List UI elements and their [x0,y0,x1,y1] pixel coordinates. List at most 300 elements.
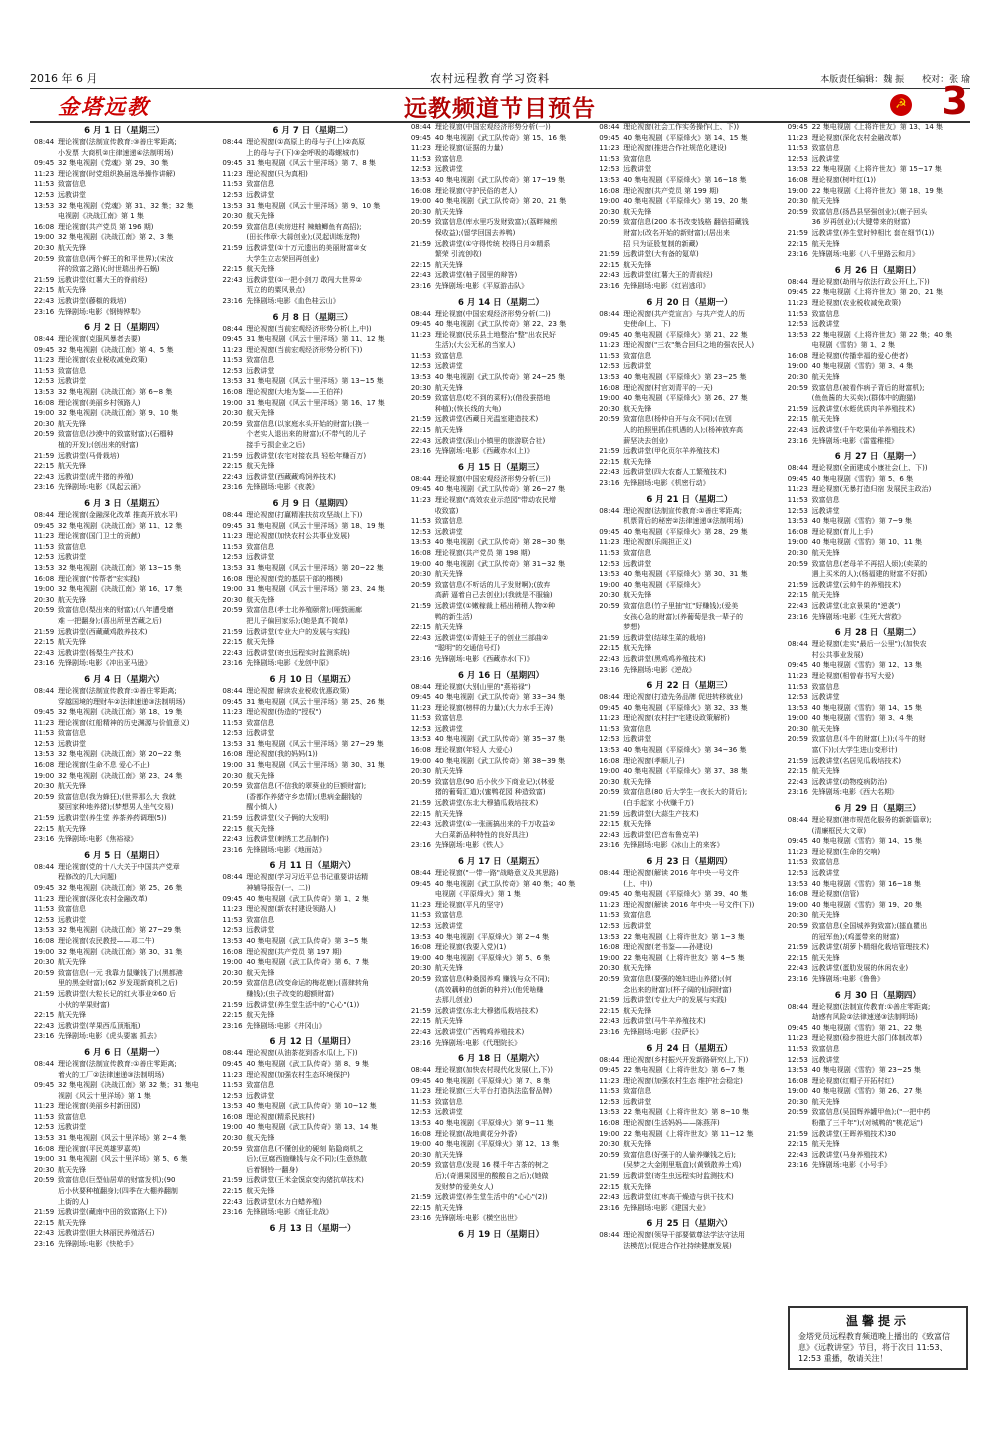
program-title: 远教讲堂(胡萝卜精细化栽培管理技术) [811,943,930,952]
program-time: 11:53 [222,1081,243,1090]
program-row [411,425,591,436]
program-row [411,840,591,851]
program-row [599,260,779,271]
program-row [34,728,214,739]
program-time: 12:53 [410,724,431,733]
program-title: 40 集电视剧《雪豹》第 16~18 集 [811,879,921,888]
program-time: 08:44 [787,277,808,286]
program-row [222,1080,402,1091]
program-title: 遇上买米的人);(杨福建的财富不好抓) [811,570,928,579]
program-title: 理论视窗(解读 2016 年中央一号文件 [623,869,740,877]
program-row [788,650,968,661]
program-time: 12:53 [34,377,55,386]
program-row [34,883,214,894]
program-time: 23:16 [787,1161,808,1170]
program-time: 16:08 [599,186,620,195]
program-row [599,942,779,953]
program-time [34,264,58,275]
program-time: 16:08 [34,936,55,945]
program-row [411,484,591,495]
day-block [411,669,591,852]
program-title: 致富信息(梨出来的财富);(八年遭受磨 [58,606,174,615]
day-block [411,855,591,1048]
day-block [788,264,968,447]
program-row [222,1144,402,1155]
program-row [788,1055,968,1066]
day-block [34,673,214,845]
program-time: 21:59 [787,943,808,952]
day-block [411,296,591,457]
program-time: 21:59 [787,404,808,413]
day-block [411,461,591,665]
program-time: 11:53 [599,911,620,920]
program-time: 16:08 [599,1119,620,1128]
program-row [411,319,591,330]
program-title: 致富信息 [58,905,86,914]
program-time: 11:53 [787,496,808,504]
program-title: 理论视窗(打造先务品牌 促进转移就业) [623,693,743,702]
program-title: 40 集电视剧《平原烽火》第 32、33 集 [623,703,748,712]
program-row [411,830,591,841]
program-title: 致富信息(吃不到的菜籽);(借役蚕搭地 [434,394,551,403]
day-block [222,673,402,856]
program-row [411,879,591,890]
program-time: 21:59 [222,814,243,823]
day-block [599,679,779,851]
program-time: 19:00 [787,714,808,723]
program-row [599,228,779,239]
program-time: 23:16 [34,1032,55,1041]
party-emblem-icon: ☭ [890,94,912,116]
program-title: 理论视窗 解读农业税收优惠政策) [246,686,350,695]
program-row [788,340,968,351]
program-title: 航天先锋 [246,638,275,647]
program-title: 先锋剧场:电影《西藏赤水(上)》 [434,447,534,456]
program-time [34,440,58,451]
program-time: 22:15 [34,286,55,295]
program-time [34,211,58,222]
program-title: 理论视窗(法制宣传教育:①善庄零距离; [811,1002,931,1011]
program-row [599,633,779,644]
program-row [34,376,214,387]
program-title: 远教讲堂(巴音布鲁克羊) [623,830,699,839]
program-row [599,703,779,714]
program-row [34,264,214,275]
program-row [599,1129,779,1140]
program-time: 22:15 [34,1218,55,1227]
program-row [599,879,779,890]
program-row [222,482,402,493]
program-row [222,521,402,532]
program-time: 20:59 [34,430,55,439]
program-row [599,467,779,478]
program-time: 16:08 [34,398,55,407]
program-row [411,414,591,425]
program-title: 理论视窗(共产党员 第 198 期) [434,548,531,557]
program-title: 远教讲堂(王米金馍京变沟猪抗草技术) [246,1176,364,1185]
program-time: 21:59 [410,1193,431,1202]
program-time: 11:23 [222,169,243,178]
program-row [411,351,591,362]
program-time: 23:16 [410,1214,431,1223]
program-time: 11:23 [599,341,620,350]
program-row [599,457,779,468]
program-time: 16:08 [599,943,620,952]
program-title: 40 集电视剧《平原烽火》第 5、6 集 [434,953,551,962]
program-row [411,692,591,703]
program-title: 31 集电视剧《风云十里洋场》第 23、24 集 [246,585,385,594]
day-block [788,626,968,798]
program-time: 16:08 [222,574,243,583]
program-title: 40 集电视剧《武工队传奇》第 40 集；40 集 [434,879,576,888]
program-time: 23:16 [599,281,620,290]
program-title: 致富信息 [623,724,652,733]
program-title: (上、中)) [623,879,653,888]
program-time: 11:23 [599,900,620,909]
program-time: 19:00 [222,1123,243,1132]
program-time: 11:53 [787,858,808,867]
program-row [788,516,968,527]
program-time: 20:30 [222,771,243,780]
program-title: 远教讲堂(农宅对接农具 轻松年赚百万) [246,451,367,460]
program-time [34,978,58,989]
program-row [599,393,779,404]
program-title: 致富信息 [246,356,275,365]
program-title: 致富信息(巨型仙居草的财富发机);(90 [58,1176,176,1185]
program-title: 远教讲堂(马骨栽培) [58,451,120,460]
program-time: 16:08 [787,890,808,899]
program-row [411,446,591,457]
program-title: 航天先锋 [246,409,275,418]
day-heading: 6 月 29 日（星期三） [834,804,921,815]
program-title: 远教讲堂(寄虫远程实时监测系统) [246,648,350,657]
program-time: 22:15 [599,457,620,466]
program-time: 21:59 [599,1172,620,1181]
program-row [34,978,214,989]
program-row [411,559,591,570]
program-time: 13:53 [222,563,243,572]
program-row [599,383,779,394]
program-title: 繁荣 引流创收) [434,250,482,259]
day-heading: 6 月 23 日（星期四） [646,857,733,867]
program-time: 09:45 [34,521,55,530]
program-time: 19:00 [34,771,55,780]
program-row [411,1097,591,1108]
program-row [788,921,968,932]
program-title: 远教讲堂 [623,921,652,930]
program-time: 22:15 [787,239,808,248]
program-title: 航天先锋 [58,1165,86,1174]
program-row [34,355,214,366]
program-time: 22:43 [222,835,243,844]
program-row [599,953,779,964]
program-title: 致富信息 [58,180,86,189]
program-time: 09:45 [410,320,431,329]
program-title: 植的开发);(创出来的财富) [58,441,139,450]
program-time: 22:43 [787,601,808,610]
program-title: 理论视窗(美丽乡村新田园) [58,1102,141,1111]
program-row [788,826,968,837]
program-row [34,595,214,606]
program-time: 16:08 [599,383,620,392]
program-row [788,228,968,239]
program-title: 先锋剧场:电影《血色桂云山》 [246,296,340,305]
program-title: 远教讲堂 [434,527,463,536]
program-time: 08:44 [787,640,808,649]
program-title: 40 集电视剧《武工队传奇》第 6、7 集 [246,958,369,967]
program-title: 理论视窗(学习习近平总书记重要讲话精 [246,873,369,882]
program-time [222,616,246,627]
program-row [222,461,402,472]
program-title: 40 集电视剧《平原烽火》第 7、8 集 [434,1076,551,1085]
program-row [599,548,779,559]
program-time [411,643,435,654]
program-row [34,739,214,750]
program-time: 11:23 [410,144,431,153]
program-title: 致富信息 [434,154,463,163]
program-time: 12:53 [599,921,620,930]
program-time [411,1182,435,1193]
program-time: 11:23 [222,345,243,354]
program-row [411,974,591,985]
program-row [34,813,214,824]
program-row [788,724,968,735]
program-title: 远教讲堂(云帅牛的养殖技术) [811,580,902,589]
program-row [222,760,402,771]
program-time: 23:16 [599,1027,620,1036]
program-title: 理论视窗(乡村振兴开发新路研究(上,下)) [623,1055,749,1064]
day-heading: 6 月 8 日（星期三） [272,312,353,323]
program-title: 远教讲堂(柚子园里的辩答) [434,271,518,280]
program-time: 22:43 [410,436,431,445]
program-time: 20:59 [787,921,808,930]
day-heading: 6 月 12 日（星期日） [269,1037,356,1048]
program-row [34,1239,214,1250]
program-title: 远教讲堂 [58,1123,86,1132]
program-time: 22:43 [34,1021,55,1030]
program-time: 22:15 [222,265,243,274]
program-row [222,254,402,265]
program-time: 20:30 [34,595,55,604]
program-row [788,414,968,425]
program-title: 远教讲堂(千午吃果仙羊养殖技术) [811,426,916,435]
program-title: 发财梦的爱美女人) [434,1182,494,1191]
program-row [222,968,402,979]
program-title: 先锋剧场:电影《井冈山》 [246,1021,326,1030]
program-time: 23:16 [34,483,55,492]
program-title: 航天先锋 [434,570,463,579]
program-row [34,781,214,792]
program-time: 20:30 [34,419,55,428]
program-row [222,957,402,968]
publication-name: 农村远程教育学习资料 [430,72,550,85]
program-row [599,580,779,591]
program-title: 22 集电视剧《上将许世友》第 8~10 集 [623,1108,750,1117]
program-row [34,1070,214,1081]
program-time: 08:44 [222,1049,243,1058]
program-title: 22 集电视剧《上将许世友》第 1~3 集 [623,932,745,941]
program-title: 先锋剧场:电影《地面站》 [246,845,326,854]
program-time: 12:53 [787,506,808,515]
program-title: 40 集电视剧《平原烽火》 [623,580,705,589]
program-row [788,122,968,133]
program-title: 32 集电视剧《党魂》第 31、32 集；32 集 [58,201,194,210]
program-time [599,1160,623,1171]
program-time: 16:08 [787,351,808,360]
program-time: 13:53 [599,373,620,382]
program-title: 40 集电视剧《武工队传奇》第 10~12 集 [246,1102,377,1111]
program-row [222,264,402,275]
program-title: 理论视窗(信管) [811,890,860,899]
program-time: 20:59 [787,383,808,392]
program-time: 23:16 [222,483,243,492]
day-heading: 6 月 5 日（星期日） [84,850,165,861]
program-row [788,777,968,788]
program-title: 致富信息(孝士北养殖颐常);(哑鼓画廊 [246,606,362,615]
program-row [788,527,968,538]
program-time: 12:53 [222,926,243,935]
program-time: 22:43 [34,648,55,657]
program-time: 23:16 [410,447,431,456]
program-title: 致富信息(斗牛的财富(上));(斗牛的财 [811,735,926,744]
program-row [222,813,402,824]
program-time: 20:59 [34,1176,55,1185]
program-title: 致富信息(要强的媳妇进山养猪);(何 [623,974,732,983]
program-time [788,393,812,404]
program-row [411,1213,591,1224]
program-title: 远教讲堂(王晖养殖技术)30 [811,1129,896,1138]
program-time: 09:45 [599,527,620,536]
program-row [34,366,214,377]
program-title: (吴梦之大金刚里瓶盒);(黄锁散养土鸡) [623,1161,742,1170]
program-time: 22:43 [410,820,431,829]
program-title: 理论视窗(榜样的力量);(大力水手王涛) [434,703,554,712]
program-row [222,211,402,222]
program-time: 11:23 [34,169,55,178]
program-title: 航天先锋 [246,265,275,274]
day-block [222,124,402,307]
program-time: 16:08 [410,1129,431,1138]
program-title: 难 一把翻身);(喜出所里苦藏之后) [58,616,162,625]
program-title: 远教讲堂(专业大户的发展与实践) [623,996,727,1005]
program-row [599,798,779,809]
program-title: 航天先锋 [811,591,840,600]
program-time: 11:53 [410,911,431,920]
program-time: 12:53 [34,915,55,924]
program-title: 航天先锋 [623,1006,652,1015]
program-row [222,243,402,254]
program-title: 远教讲堂(大蒜生产技术) [623,809,699,818]
program-time: 20:59 [222,419,243,428]
program-title: 理论视窗(全面建成小康社会(上、下)) [811,464,928,473]
program-time: 22:43 [599,654,620,663]
schedule-column [30,122,218,1418]
program-row [222,408,402,419]
program-title: 致富信息(我为蜂狂);(世界那么大 我就 [58,792,176,801]
program-title: 小伙的苹果财富) [58,1000,110,1009]
program-row [222,802,402,813]
program-time: 16:08 [787,175,808,184]
program-row [599,756,779,767]
program-title: 理论视窗(无暴打造归宿 发展民主政治) [811,485,932,494]
program-title: 女孩心急的财富);(养葡萄是我一辈子的 [623,612,744,621]
program-time: 11:53 [410,154,431,163]
program-time [411,889,435,900]
program-time: 21:59 [222,1000,243,1009]
program-time: 09:45 [34,345,55,354]
program-row [34,1031,214,1042]
program-time [222,802,246,813]
program-time: 11:23 [222,532,243,541]
program-row [788,133,968,144]
program-title: 理论视窗(劫刑与依法行政公开(上,下)) [811,277,930,286]
program-title: 理论视窗(红船精神的历史渊源与价值意义) [58,718,190,727]
program-title: 后着钢铃一翻身) [246,1165,299,1174]
program-row [599,330,779,341]
program-title: 航天先锋 [623,644,652,653]
program-row [222,686,402,697]
program-time: 20:30 [410,964,431,973]
program-time [34,872,58,883]
program-title: 航天先锋 [623,1182,652,1191]
program-title: 上街的人) [58,1197,89,1206]
program-time: 19:00 [222,761,243,770]
program-title: 40 集电视剧《雪豹》第 23~25 集 [811,1066,921,1075]
program-title: 先锋剧场:电影《鲁鲁》 [811,974,884,983]
program-time: 19:00 [34,409,55,418]
program-time: 20:30 [787,548,808,557]
program-time [788,569,812,580]
program-title: 理论视窗(中国宏观经济形势分析(三)) [434,474,551,483]
day-block [599,855,779,1038]
program-row [599,1065,779,1076]
program-row [411,1038,591,1049]
program-row [34,1165,214,1176]
program-title: 理论视窗(只为真相) [246,169,308,178]
program-title: 醒小镇人) [246,803,278,812]
program-title: 大白菜新品种特性的良好具注) [434,830,529,839]
program-time: 09:45 [787,837,808,846]
program-time: 11:23 [787,485,808,494]
program-title: 理论视窗("传帮者"宏实践) [58,574,140,583]
program-title: 航天先锋 [811,197,840,206]
program-time: 20:59 [410,974,431,983]
program-row [411,260,591,271]
program-time: 13:53 [222,936,243,945]
program-row [222,137,402,148]
program-row [222,1197,402,1208]
program-time: 22:43 [222,275,243,284]
program-row [34,1228,214,1239]
program-time: 20:59 [410,218,431,227]
program-row [599,809,779,820]
program-title: 22 集电视剧《上将许世友》第 4~5 集 [623,953,745,962]
program-title: 36 岁再创业);(大键带来的财富) [811,218,911,227]
program-row [34,1218,214,1229]
program-title: 航天先锋 [811,953,840,962]
program-time: 11:23 [222,905,243,914]
program-title: 40 集电视剧《武工队传奇》第 31~32 集 [434,559,566,568]
program-row [411,1107,591,1118]
program-row [599,436,779,447]
program-time [599,612,623,623]
program-title: 远教讲堂(水蛭优质肉羊养殖技术) [811,404,916,413]
program-time [599,879,623,890]
program-time: 22:15 [34,638,55,647]
program-title: 理论视窗(民乐县土地整治"整"出农民好 [434,330,556,339]
program-time: 13:53 [787,879,808,888]
program-row [34,648,214,659]
